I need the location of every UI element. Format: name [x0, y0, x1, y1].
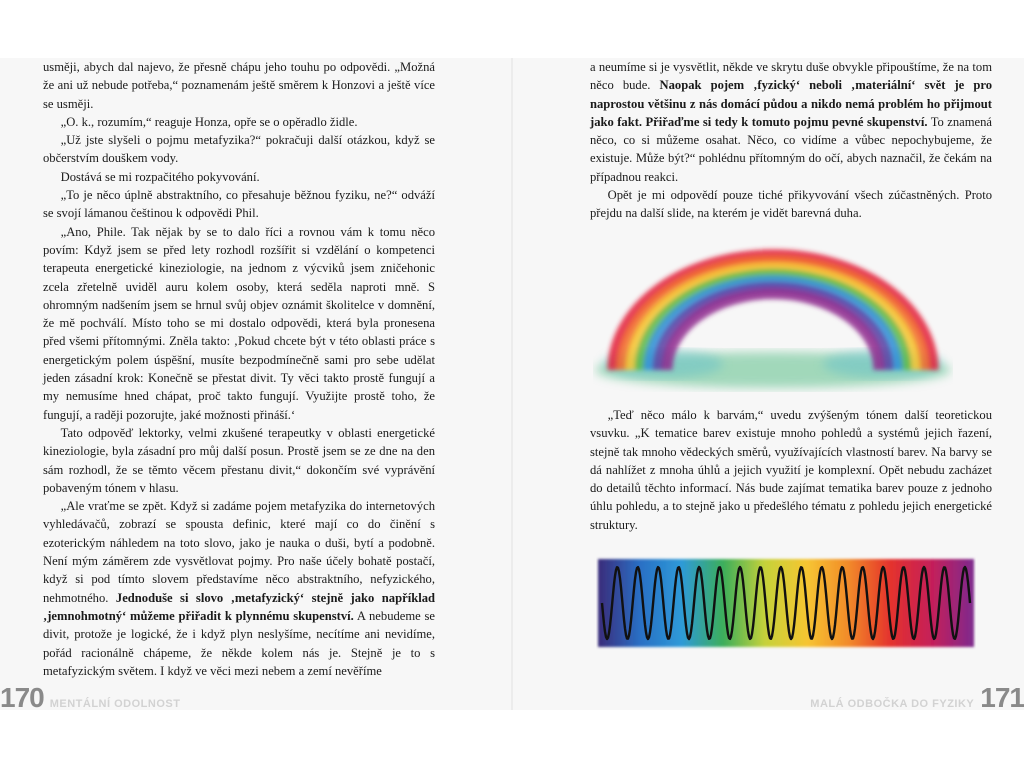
left-page-footer	[0, 682, 180, 710]
rainbow-illustration	[593, 242, 953, 392]
right-page	[513, 58, 1024, 710]
paragraph: Dostává se mi rozpačitého pokyvování.	[60, 169, 260, 184]
watercolor-rainbow-icon	[593, 242, 953, 392]
right-text-column-lower	[590, 406, 992, 534]
paragraph	[590, 58, 992, 186]
paragraph: Tato odpověď lektorky, velmi zkušené terapeutky v oblasti energetické kineziologie, byla zásadní pro můj další posun. Prostě jsem se ze dne na den sám rozhodl, že se těmto věcem přestanu divit,“ dokončím své vyprávění pobaveným tónem v hlasu.	[43, 425, 435, 495]
left-text-column	[43, 58, 435, 680]
paragraph: usměji, abych dal najevo, že přesně chápu jeho touhu po odpovědi. „Možná že ani už nebude potřeba,“ poznamenám ještě směrem k Honzovi a ještě více se usměji.	[43, 60, 435, 111]
running-head: MALÁ ODBOČKA DO FYZIKY	[810, 698, 975, 710]
top-margin	[0, 0, 1024, 58]
right-page-footer	[810, 682, 1024, 710]
paragraph-text: „Ale vraťme se zpět. Když si zadáme pojem metafyzika do internetových vyhledávačů, zobrazí se spousta definic, které mají co do činění s ezoterickým náhledem na toto slovo, jako je nauka o duši, bytí a podobně. Není mým záměrem zde vysvětlovat pojmy. Pro naše účely bohatě postačí, když si pod tímto slovem představíme něco abstraktního, nefyzického, nehmotného.	[43, 499, 435, 605]
paragraph: „Už jste slyšeli o pojmu metafyzika?“ pokračuji další otázkou, když se občerstvím douškem vody.	[43, 133, 435, 166]
paragraph-text: a neumíme si je vysvětlit, někde ve skrytu duše obvykle připouštíme, že na tom něco bude.	[590, 60, 992, 93]
spectrum-sine-wave-icon	[596, 553, 976, 655]
page-number: 171	[980, 682, 1024, 710]
paragraph: Opět je mi odpovědí pouze tiché přikyvování všech zúčastněných. Proto přejdu na další slide, na kterém je vidět barevná duha.	[590, 188, 992, 221]
paragraph: „O. k., rozumím,“ reaguje Honza, opře se o opěradlo židle.	[60, 114, 358, 129]
bold-statement: Naopak pojem ‚fyzický‘ neboli ‚materiální‘ svět je pro naprostou většinu z nás domácí půdou a nikdo nemá problém ho přijmout jako fakt. Přiřaďme si tedy k tomuto pojmu pevné skupenství.	[590, 78, 992, 129]
bold-statement: Jednoduše si slovo ‚metafyzický‘ stejně jako například ‚jemnohmotný‘ můžeme přiřadit k plynnému skupenství.	[43, 590, 435, 623]
paragraph: „Teď něco málo k barvám,“ uvedu zvýšeným tónem další teoretickou vsuvku. „K tematice barev existuje mnoho pohledů a systémů jejich řazení, stejně tak mnoho vědeckých směrů, využívajících vlastností barev. Na barvy se dá nahlížet z mnoha úhlů a jejich využití je komplexní. Opět nebudu zacházet do detailů těchto informací. Nás bude zajímat tematika barev pouze z jednoho úhlu pohledu, a to stejně jako u předešlého tématu z pohledu jejich energetické struktury.	[590, 408, 992, 532]
paragraph-text: A nebudeme se divit, protože je logické, že i když plyn neslyšíme, necítíme ani nevidíme, pořád racionálně chápeme, že někde kolem nás je. Stejně je to s metafyzickým světem. I když ve věci mezi nebem a zemí nevěříme	[43, 608, 435, 678]
paragraph-text: To znamená něco, co si můžeme osahat. Něco, co vidíme a vůbec nepochybujeme, že existuje. Může být?“ pohlédnu přítomným do očí, abych naznačil, že čekám na případnou reakci.	[590, 114, 992, 184]
paragraph: „Ano, Phile. Tak nějak by se to dalo říci a rovnou vám k tomu něco povím: Když jsem se před lety rozhodl rozšířit si vzdělání o kompetenci terapeuta energetické kineziologie, na jednom z výcviků jsem zničehonic zcela zřetelně uviděl auru kolem osoby, která seděla naproti mně. S ohromným nadšením jsem se hrnul svůj objev oznámit školitelce v domnění, že mě pochválí. Místo toho se mi dostalo odpovědi, která byla pronesena před všemi přítomnými. Zněla takto: ‚Pokud chcete být v této oblasti práce s energetickým polem úspěšní, musíte bezpodmínečně sami pro sebe udělat jeden zásadní krok: Konečně se přestat divit. Ty věci takto prostě fungují a my nemusíme hned chápat, proč takto fungují. Využijte prostě toho, že fungují, a raději pozorujte, jaké možnosti přináší.‘	[43, 224, 435, 422]
running-head: MENTÁLNÍ ODOLNOST	[49, 698, 181, 710]
paragraph	[43, 497, 435, 680]
spectrum-wave-illustration	[596, 553, 976, 655]
left-page	[0, 58, 511, 710]
paragraph: „To je něco úplně abstraktního, co přesahuje běžnou fyziku, ne?“ odváží se svojí lámanou češtinou k odpovědi Phil.	[43, 188, 435, 221]
right-text-column	[590, 58, 992, 223]
bottom-margin	[0, 710, 1024, 768]
page-number: 170	[0, 682, 44, 710]
